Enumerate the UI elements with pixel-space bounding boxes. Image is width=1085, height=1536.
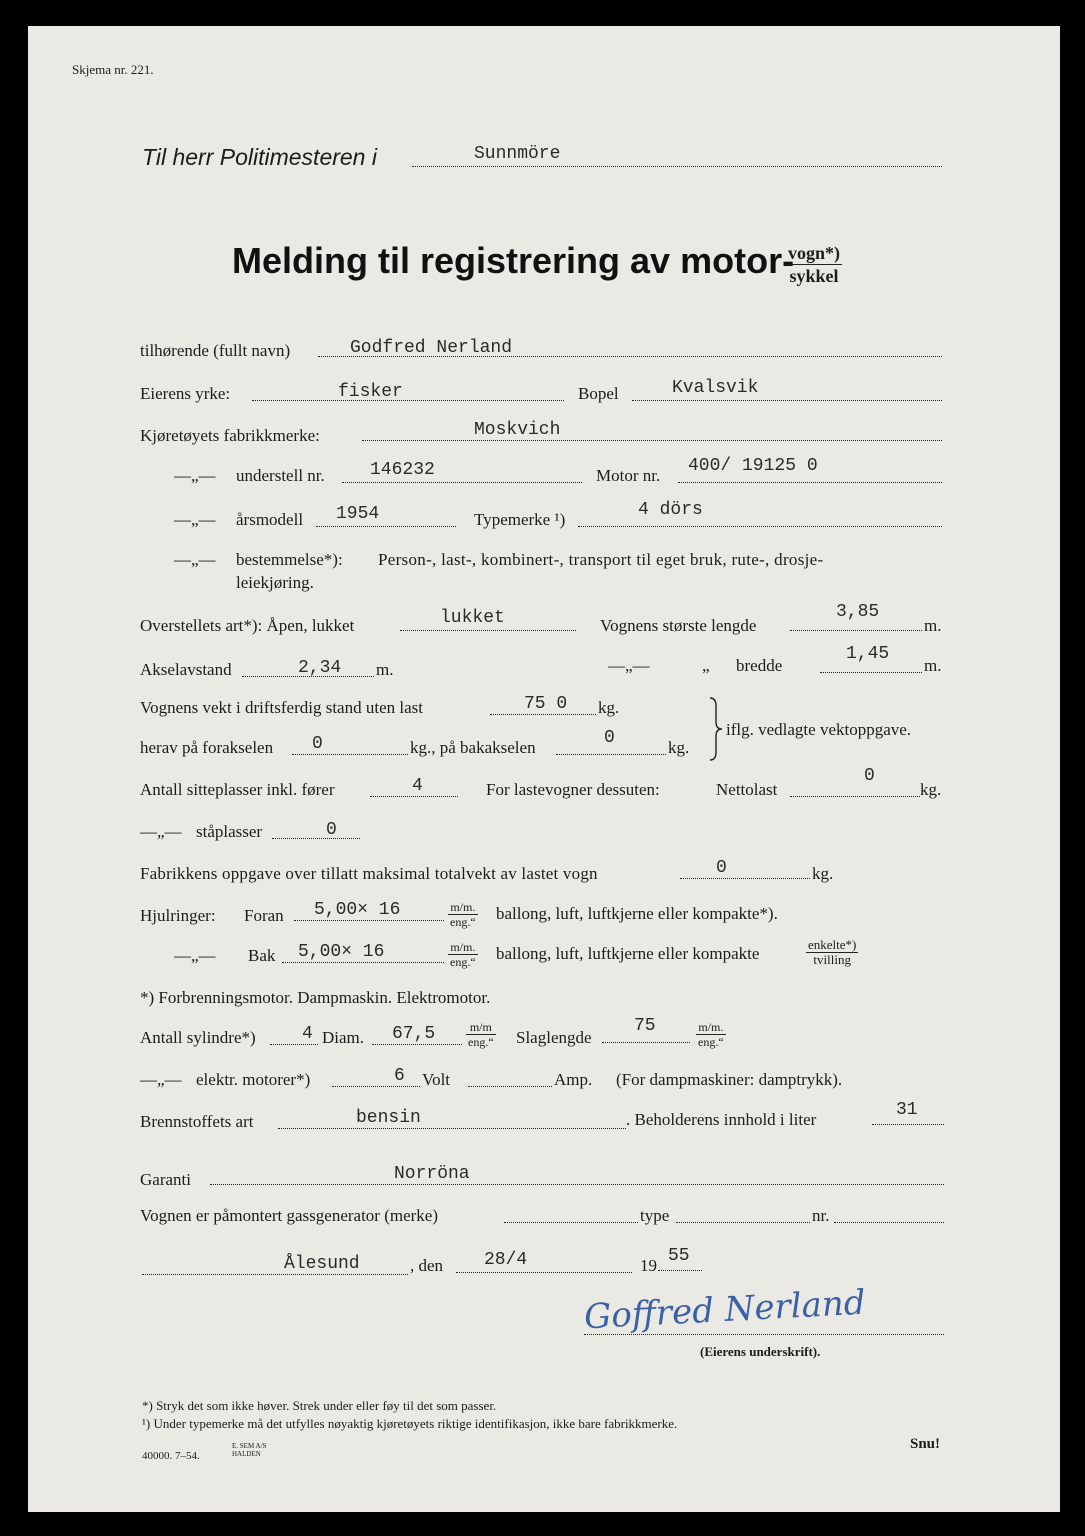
- district-value: Sunnmöre: [474, 144, 561, 164]
- fuel-line: [278, 1128, 626, 1129]
- diam-unit: [466, 1020, 496, 1049]
- motor-value: 400/ 19125 0: [688, 456, 818, 476]
- unit-mm: m/m.: [448, 900, 478, 915]
- title-fraction: [786, 242, 842, 287]
- stroke-value: 75: [634, 1016, 656, 1036]
- chassis-value: 146232: [370, 460, 435, 480]
- front-axle-label: herav på forakselen: [140, 738, 274, 757]
- type-line: [578, 526, 942, 527]
- netload-value: 0: [864, 766, 875, 786]
- motor-label: Motor nr.: [596, 466, 661, 485]
- gas-type-line: [676, 1222, 810, 1223]
- residence-label: Bopel: [578, 384, 619, 403]
- gas-label: Vognen er påmontert gassgenerator (merke): [140, 1206, 439, 1225]
- year-prefix: 19: [640, 1256, 657, 1275]
- weight-unit: kg.: [598, 698, 620, 717]
- purpose-options: Person-, last-, kombinert-, transport til eget bruk, rute-, drosje-: [378, 550, 824, 569]
- steam-label: (For dampmaskiner: damptrykk).: [616, 1070, 843, 1089]
- ditto-mark: —„—: [608, 656, 650, 675]
- front-axle-value: 0: [312, 734, 323, 754]
- maxweight-line: [680, 878, 810, 879]
- warranty-value: Norröna: [394, 1164, 470, 1184]
- owner-signature: Goffred Nerland: [583, 1282, 867, 1338]
- occupation-line: [252, 400, 564, 401]
- rear-axle-value: 0: [604, 728, 615, 748]
- rear-tires-value: 5,00× 16: [298, 942, 385, 962]
- place-line: [142, 1274, 408, 1275]
- printer-mark: [232, 1442, 266, 1458]
- addressee-label: Til herr Politimesteren i: [142, 144, 377, 170]
- stroke-label: Slaglengde: [516, 1028, 592, 1047]
- footnote-1: *) Stryk det som ikke høver. Strek under eller føy til det som passer.: [142, 1398, 497, 1413]
- rear-axle-unit: kg.: [668, 738, 690, 757]
- length-unit: m.: [924, 616, 942, 635]
- width-unit: m.: [924, 656, 942, 675]
- seats-line: [370, 796, 458, 797]
- length-label: Vognens største lengde: [600, 616, 757, 635]
- engine-types: *) Forbrenningsmotor. Dampmaskin. Elektromotor.: [140, 988, 491, 1007]
- printer-name: E. SEM A/S: [232, 1442, 267, 1450]
- year-value: 1954: [336, 504, 380, 524]
- cylinders-line: [270, 1044, 318, 1045]
- purpose-options-cont: leiekjøring.: [236, 573, 314, 592]
- length-line: [790, 630, 922, 631]
- residence-line: [632, 400, 942, 401]
- seats-label: Antall sitteplasser inkl. fører: [140, 780, 335, 799]
- make-value: Moskvich: [474, 420, 561, 440]
- stroke-line: [602, 1042, 690, 1043]
- occupation-label: Eierens yrke:: [140, 384, 231, 403]
- year-line: [316, 526, 456, 527]
- standing-label: ståplasser: [196, 822, 263, 841]
- front-tires-unit: [448, 900, 478, 929]
- front-tire-types: ballong, luft, luftkjerne eller kompakte*).: [496, 904, 778, 923]
- weight-brace: [706, 696, 728, 762]
- signature-label: (Eierens underskrift).: [700, 1344, 821, 1359]
- chassis-label: understell nr.: [236, 466, 325, 485]
- weight-label: Vognens vekt i driftsferdig stand uten last: [140, 698, 423, 717]
- maxweight-unit: kg.: [812, 864, 834, 883]
- twin-fraction: [806, 938, 858, 967]
- standing-line: [272, 838, 360, 839]
- year-suffix-line: [658, 1270, 702, 1271]
- front-tires-value: 5,00× 16: [314, 900, 401, 920]
- warranty-line: [210, 1184, 944, 1185]
- unit-mm: m/m: [466, 1020, 496, 1035]
- gas-nr-label: nr.: [812, 1206, 830, 1225]
- year-suffix: 55: [668, 1246, 690, 1266]
- year-label: årsmodell: [236, 510, 304, 529]
- occupation-value: fisker: [338, 382, 403, 402]
- date-line: [456, 1272, 632, 1273]
- wheelbase-unit: m.: [376, 660, 394, 679]
- weight-note: iflg. vedlagte vektoppgave.: [726, 720, 912, 739]
- unit-eng: eng.“: [698, 1035, 724, 1049]
- purpose-label: bestemmelse*):: [236, 550, 343, 569]
- chassis-line: [342, 482, 582, 483]
- truck-label: For lastevogner dessuten:: [486, 780, 660, 799]
- place-value: Ålesund: [284, 1254, 360, 1274]
- footnote-2: ¹) Under typemerke må det utfylles nøyaktig kjøretøyets riktige identifikasjon, ikke bare fabrikkmerke.: [142, 1416, 678, 1431]
- amp-label: Amp.: [554, 1070, 593, 1089]
- diam-label: Diam.: [322, 1028, 365, 1047]
- tank-label: . Beholderens innhold i liter: [626, 1110, 817, 1129]
- maxweight-value: 0: [716, 858, 727, 878]
- unit-mm: m/m.: [448, 940, 478, 955]
- weight-value: 75 0: [524, 694, 568, 714]
- netload-label: Nettolast: [716, 780, 778, 799]
- unit-eng: eng.“: [468, 1035, 494, 1049]
- tires-label: Hjulringer:: [140, 906, 216, 925]
- warranty-label: Garanti: [140, 1170, 191, 1189]
- ditto-mark: —„—: [140, 1070, 182, 1089]
- unit-eng: eng.“: [450, 955, 476, 969]
- width-value: 1,45: [846, 644, 890, 664]
- volt-line: [332, 1086, 420, 1087]
- owner-label: tilhørende (fullt navn): [140, 341, 291, 360]
- ditto-mark: —„—: [174, 946, 216, 965]
- title-frac-top: vogn*): [788, 243, 841, 263]
- netload-unit: kg.: [920, 780, 942, 799]
- type-value: 4 dörs: [638, 500, 703, 520]
- rear-tire-types: ballong, luft, luftkjerne eller kompakte: [496, 944, 760, 963]
- ditto-mark: —„—: [174, 550, 216, 569]
- residence-value: Kvalsvik: [672, 378, 759, 398]
- unit-eng: eng.“: [450, 915, 476, 929]
- date-value: 28/4: [484, 1250, 528, 1270]
- wheelbase-value: 2,34: [298, 658, 342, 678]
- make-line: [362, 440, 942, 441]
- seats-value: 4: [412, 776, 423, 796]
- rear-tires-unit: [448, 940, 478, 969]
- width-line: [820, 672, 922, 673]
- cylinders-label: Antall sylindre*): [140, 1028, 256, 1047]
- body-value: lukket: [440, 608, 505, 628]
- owner-value: Godfred Nerland: [350, 338, 513, 358]
- wheelbase-label: Akselavstand: [140, 660, 232, 679]
- type-label: Typemerke ¹): [474, 510, 566, 529]
- gas-line: [504, 1222, 638, 1223]
- front-tires-line: [294, 920, 444, 921]
- district-line: [412, 166, 942, 167]
- volt-value: 6: [394, 1066, 405, 1086]
- rear-tires-label: Bak: [248, 946, 276, 965]
- make-label: Kjøretøyets fabrikkmerke:: [140, 426, 320, 445]
- form-title: Melding til registrering av motor-: [232, 240, 795, 281]
- rear-axle-label: kg., på bakakselen: [410, 738, 536, 757]
- amp-line: [468, 1086, 552, 1087]
- gas-nr-line: [834, 1222, 944, 1223]
- width-label: bredde: [736, 656, 783, 675]
- single-option: enkelte*): [808, 937, 857, 952]
- body-line: [400, 630, 576, 631]
- tank-line: [872, 1124, 944, 1125]
- diam-value: 67,5: [392, 1024, 436, 1044]
- ditto-mark: —„—: [174, 466, 216, 485]
- print-number: 40000. 7–54.: [142, 1450, 200, 1462]
- maxweight-label: Fabrikkens oppgave over tillatt maksimal totalvekt av lastet vogn: [140, 864, 598, 883]
- netload-line: [790, 796, 920, 797]
- rear-tires-line: [282, 962, 444, 963]
- printer-city: HALDEN: [232, 1450, 261, 1458]
- twin-option: tvilling: [813, 952, 851, 967]
- weight-line: [490, 714, 596, 715]
- front-axle-line: [292, 754, 408, 755]
- diam-line: [372, 1044, 462, 1045]
- gas-type-label: type: [640, 1206, 670, 1225]
- stroke-unit: [696, 1020, 726, 1049]
- volt-label: Volt: [422, 1070, 451, 1089]
- schema-number: Skjema nr. 221.: [72, 62, 154, 77]
- ditto-mark: —„—: [140, 822, 182, 841]
- ditto-mark: —„—: [174, 510, 216, 529]
- cylinders-value: 4: [302, 1024, 313, 1044]
- fuel-label: Brennstoffets art: [140, 1112, 254, 1131]
- body-label: Overstellets art*): Åpen, lukket: [140, 616, 355, 635]
- motor-line: [678, 482, 942, 483]
- tank-value: 31: [896, 1100, 918, 1120]
- rear-axle-line: [556, 754, 666, 755]
- electric-label: elektr. motorer*): [196, 1070, 311, 1089]
- front-tires-label: Foran: [244, 906, 284, 925]
- title-frac-bottom: sykkel: [789, 266, 839, 286]
- turn-over-note: Snu!: [910, 1436, 941, 1452]
- unit-mm: m/m.: [696, 1020, 726, 1035]
- signature-line: [584, 1334, 944, 1335]
- width-ditto: „: [702, 656, 710, 675]
- date-separator: , den: [410, 1256, 444, 1275]
- fuel-value: bensin: [356, 1108, 421, 1128]
- standing-value: 0: [326, 820, 337, 840]
- length-value: 3,85: [836, 602, 880, 622]
